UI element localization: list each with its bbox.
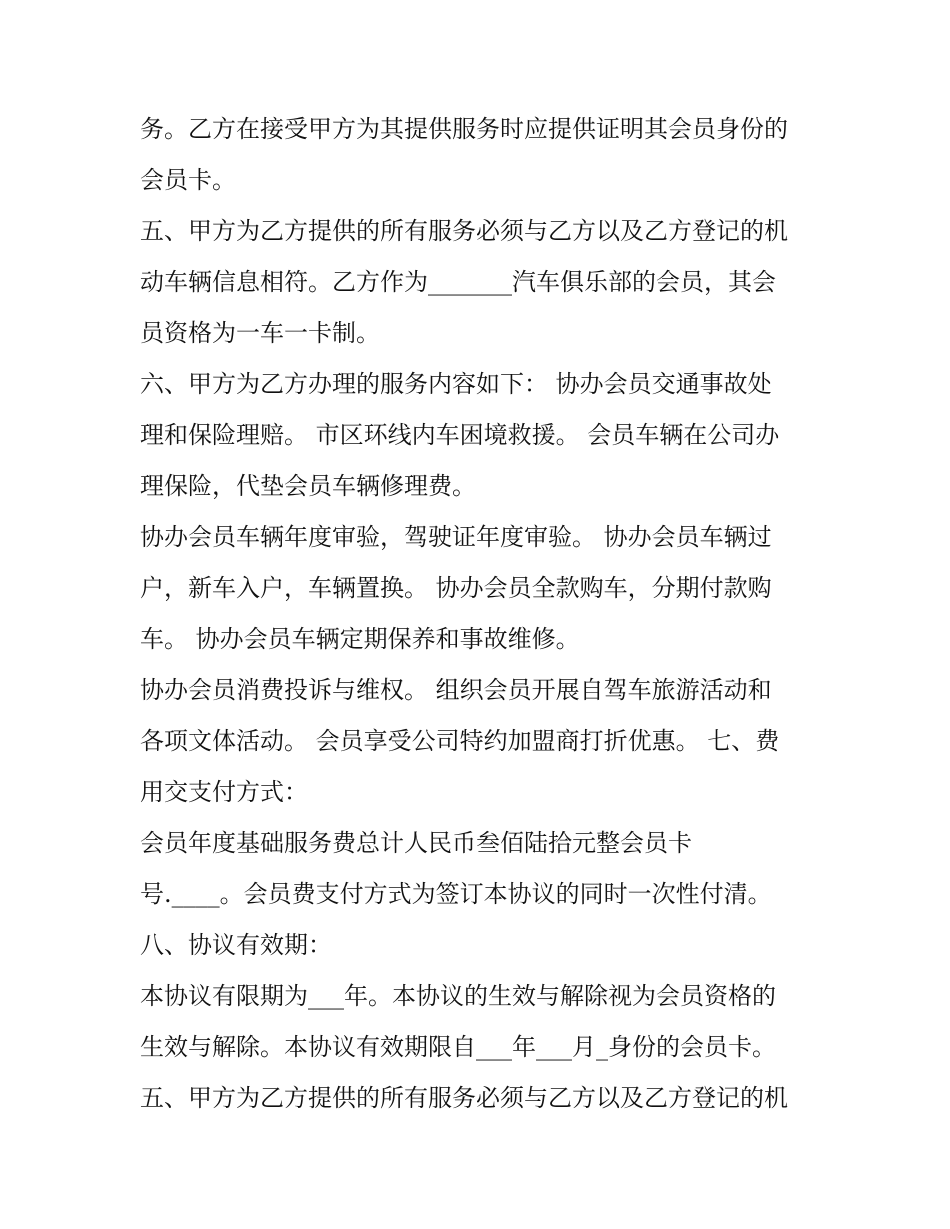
text-line: 各项文体活动。 会员享受公司特约加盟商打折优惠。 七、费 bbox=[140, 727, 780, 755]
text-line: 六、甲方为乙方办理的服务内容如下： 协办会员交通事故处 bbox=[140, 370, 772, 398]
text-line: 协办会员车辆年度审验，驾驶证年度审验。 协办会员车辆过 bbox=[140, 523, 772, 551]
document-body bbox=[140, 104, 830, 1124]
text-line: 理和保险理赔。 市区环线内车困境救援。 会员车辆在公司办 bbox=[140, 421, 780, 449]
text-line: 车。 协办会员车辆定期保养和事故维修。 bbox=[140, 625, 580, 653]
text-line: 户，新车入户，车辆置换。 协办会员全款购车，分期付款购 bbox=[140, 574, 772, 602]
text-line: 号.____。会员费支付方式为签订本协议的同时一次性付清。 bbox=[140, 880, 772, 908]
text-line: 会员年度基础服务费总计人民币叁佰陆拾元整会员卡 bbox=[140, 829, 692, 857]
text-line: 协办会员消费投诉与维权。 组织会员开展自驾车旅游活动和 bbox=[140, 676, 772, 704]
text-line: 五、甲方为乙方提供的所有服务必须与乙方以及乙方登记的机 bbox=[140, 217, 788, 245]
text-line: 生效与解除。本协议有效期限自___年___月_身份的会员卡。 bbox=[140, 1033, 776, 1061]
text-line: 动车辆信息相符。乙方作为_______汽车俱乐部的会员，其会 bbox=[140, 268, 776, 296]
text-line: 会员卡。 bbox=[140, 166, 236, 194]
text-line: 八、协议有效期： bbox=[140, 931, 332, 959]
text-line: 务。乙方在接受甲方为其提供服务时应提供证明其会员身份的 bbox=[140, 115, 788, 143]
text-line: 用交支付方式： bbox=[140, 778, 308, 806]
text-line: 理保险，代垫会员车辆修理费。 bbox=[140, 472, 476, 500]
text-line: 员资格为一车一卡制。 bbox=[140, 319, 380, 347]
text-line: 本协议有限期为___年。本协议的生效与解除视为会员资格的 bbox=[140, 982, 776, 1010]
text-line: 五、甲方为乙方提供的所有服务必须与乙方以及乙方登记的机 bbox=[140, 1084, 788, 1112]
